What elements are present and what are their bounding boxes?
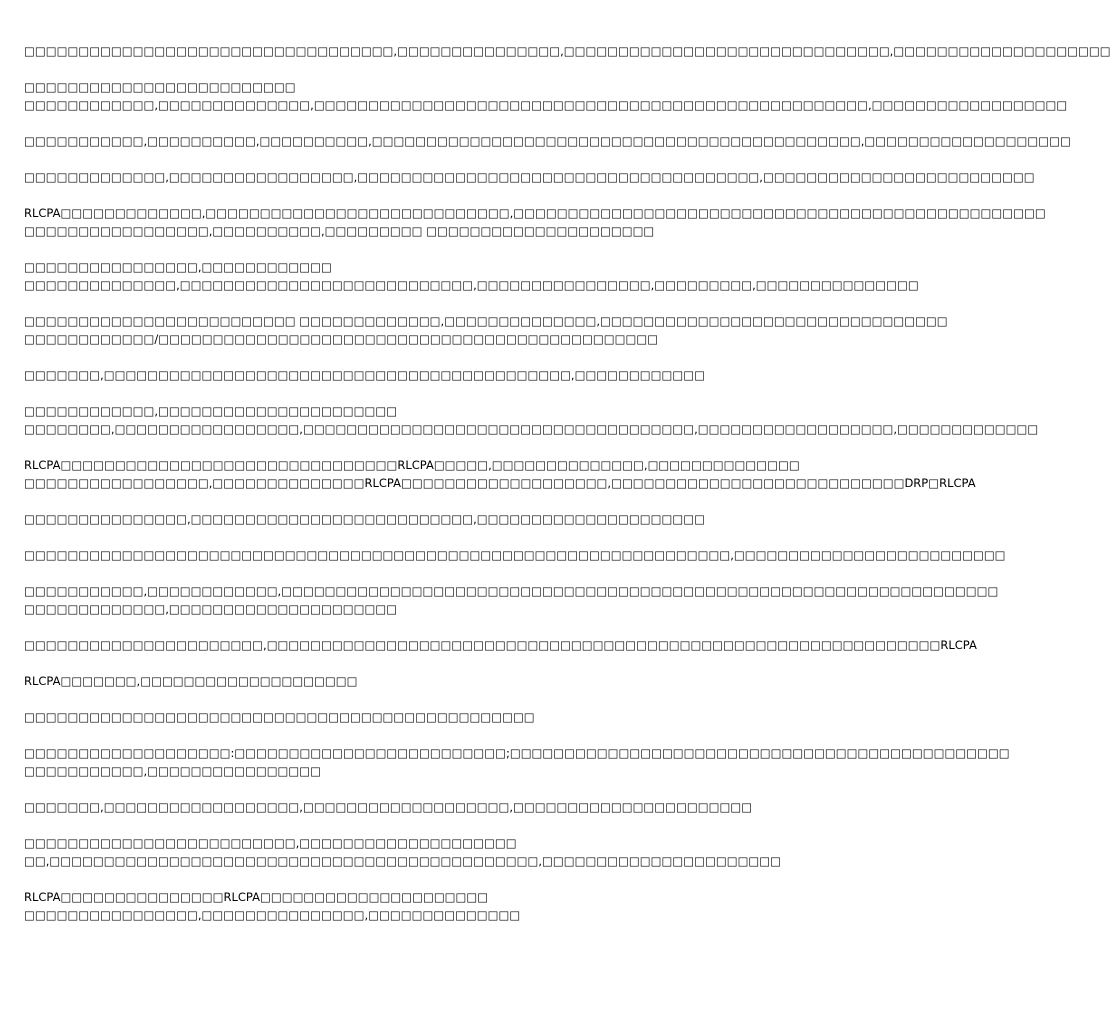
document-body <box>24 42 1111 942</box>
paragraph-line: □□□□□□□□□□□□,□□□□□□□□□□□□□□□□□□□□□□ <box>24 404 398 418</box>
paragraph <box>24 888 696 924</box>
paragraph <box>24 582 999 618</box>
paragraph <box>24 168 1035 186</box>
paragraph-line: □□□□□□□□□□□□□□□□□,□□□□□□□□□□□□□□RLCPA□□□□□□□□□□□□□□□□□□□,□□□□□□□□□□□□□□□□□□□□□□□□□□□DRP□RLCPA <box>24 476 976 490</box>
paragraph-line: □□□□□□□□□□□□□□□□,□□□□□□□□□□□□ <box>24 260 332 274</box>
paragraph-line: □□□□□□□□□□□□□□□□□□□□□□□□□□□□□□□□□□,□□□□□□□□□□□□□□□,□□□□□□□□□□□□□□□□□□□□□□□□□□□□□□,□□□□□□□□□□□□□□□□□□□□ <box>24 44 1111 58</box>
paragraph-line: □□□□□□□□□□□□□□□□□□□:□□□□□□□□□□□□□□□□□□□□□□□□□;□□□□□□□□□□□□□□□□□□□□□□□□□□□□□□□□□□□□□□□□□□□□□□ <box>24 746 1010 760</box>
paragraph-line: □□□□□□□□□□□□□□□□□□□□□□□□□□□□□□□□□□□□□□□□□□□□□□□ <box>24 710 535 724</box>
paragraph <box>24 834 782 870</box>
paragraph-line: □□□□□□□□□□□□□□□,□□□□□□□□□□□□□□□□□□□□□□□□□□,□□□□□□□□□□□□□□□□□□□□□ <box>24 512 705 526</box>
paragraph-line: □□□□□□□□□□□□□,□□□□□□□□□□□□□□□□□,□□□□□□□□□□□□□□□□□□□□□□□□□□□□□□□□□□□□□,□□□□□□□□□□□□□□□□□□□□□□□□□ <box>24 170 1035 184</box>
paragraph-line: □□□□□□□□□□□,□□□□□□□□□□,□□□□□□□□□□,□□□□□□□□□□□□□□□□□□□□□□□□□□□□□□□□□□□□□□□□□□□□□,□□□□□□□□□□□□□□□□□□□ <box>24 134 1071 148</box>
paragraph-line: □□□□□□□□□□□□□□□□□□□□□□□□□□□□□□□□□□□□□□□□□□□□□□□□□□□□□□□□□□□□□□□□□,□□□□□□□□□□□□□□□□□□□□□□□□□ <box>24 548 1006 562</box>
paragraph-line: □□□□□□□□□□□□□□□□,□□□□□□□□□□□□□□□,□□□□□□□□□□□□□□ <box>24 908 521 922</box>
paragraph <box>24 744 1010 780</box>
paragraph-line: □□□□□□□□□□□,□□□□□□□□□□□□□□□□ <box>24 764 322 778</box>
paragraph-line: □□□□□□□□□□□□,□□□□□□□□□□□□□□,□□□□□□□□□□□□□□□□□□□□□□□□□□□□□□□□□□□□□□□□□□□□□□□□□□□,□□□□□□□□□□□□□□□□□□ <box>24 98 1068 112</box>
paragraph-line: □□□□□□□□□□□□□□□□□□□□□□□□□,□□□□□□□□□□□□□□□□□□□□ <box>24 836 517 850</box>
paragraph-line: □□□□□□□□□□□□□□□□□□□□□□,□□□□□□□□□□□□□□□□□□□□□□□□□□□□□□□□□□□□□□□□□□□□□□□□□□□□□□□□□□□□□□RLCPA <box>24 638 977 652</box>
paragraph <box>24 456 976 492</box>
paragraph-line: □□□□□□□,□□□□□□□□□□□□□□□□□□□□□□□□□□□□□□□□□□□□□□□□□□□,□□□□□□□□□□□□ <box>24 368 705 382</box>
paragraph <box>24 672 696 690</box>
paragraph-line: □□□□□□□□□□□□□□,□□□□□□□□□□□□□□□□□□□□□□□□□□□,□□□□□□□□□□□□□□□□,□□□□□□□□□,□□□□□□□□□□□□□□□ <box>24 278 919 292</box>
paragraph-line: □□□□□□□□□□□□□□□□□□□□□□□□□ <box>24 80 296 94</box>
paragraph-line: □□□□□□□□□□□□□□□□□□□□□□□□□ □□□□□□□□□□□□□,□□□□□□□□□□□□□□,□□□□□□□□□□□□□□□□□□□□□□□□□□□□□□□□ <box>24 314 948 328</box>
paragraph <box>24 798 753 816</box>
paragraph <box>24 42 1111 60</box>
paragraph <box>24 258 919 294</box>
paragraph <box>24 546 1006 564</box>
paragraph-line: □□□□□□□□□□□□□□□□□,□□□□□□□□□□,□□□□□□□□□ □□□□□□□□□□□□□□□□□□□□□ <box>24 224 655 238</box>
paragraph <box>24 510 705 528</box>
paragraph <box>24 366 705 384</box>
paragraph <box>24 312 948 348</box>
paragraph-line: RLCPA□□□□□□□,□□□□□□□□□□□□□□□□□□□□ <box>24 674 358 688</box>
paragraph-line: □□□□□□□□,□□□□□□□□□□□□□□□□□,□□□□□□□□□□□□□□□□□□□□□□□□□□□□□□□□□□□□,□□□□□□□□□□□□□□□□□□,□□□□□□□□□□□□□ <box>24 422 1039 436</box>
paragraph-line: RLCPA□□□□□□□□□□□□□□□RLCPA□□□□□□□□□□□□□□□□□□□□□ <box>24 890 489 904</box>
paragraph <box>24 132 1071 150</box>
paragraph <box>24 402 1039 438</box>
paragraph <box>24 78 1068 114</box>
paragraph <box>24 708 696 726</box>
paragraph <box>24 204 1046 240</box>
paragraph-line: □□□□□□□□□□□□/□□□□□□□□□□□□□□□□□□□□□□□□□□□□□□□□□□□□□□□□□□□□□□ <box>24 332 659 346</box>
paragraph-line: □□□□□□□,□□□□□□□□□□□□□□□□□□,□□□□□□□□□□□□□□□□□□□,□□□□□□□□□□□□□□□□□□□□□□ <box>24 800 753 814</box>
paragraph-line: □□,□□□□□□□□□□□□□□□□□□□□□□□□□□□□□□□□□□□□□□□□□□□□□,□□□□□□□□□□□□□□□□□□□□□□ <box>24 854 782 868</box>
paragraph <box>24 636 977 654</box>
paragraph-line: □□□□□□□□□□□□□,□□□□□□□□□□□□□□□□□□□□□ <box>24 602 398 616</box>
paragraph-line: RLCPA□□□□□□□□□□□□□□□□□□□□□□□□□□□□□□□RLCPA□□□□□,□□□□□□□□□□□□□□,□□□□□□□□□□□□□□ <box>24 458 800 472</box>
paragraph-line: □□□□□□□□□□□,□□□□□□□□□□□□,□□□□□□□□□□□□□□□□□□□□□□□□□□□□□□□□□□□□□□□□□□□□□□□□□□□□□□□□□□□□□□□□□□ <box>24 584 999 598</box>
paragraph-line: RLCPA□□□□□□□□□□□□□,□□□□□□□□□□□□□□□□□□□□□□□□□□□□,□□□□□□□□□□□□□□□□□□□□□□□□□□□□□□□□□□□□□□□□□□□□□□□□□ <box>24 206 1046 220</box>
